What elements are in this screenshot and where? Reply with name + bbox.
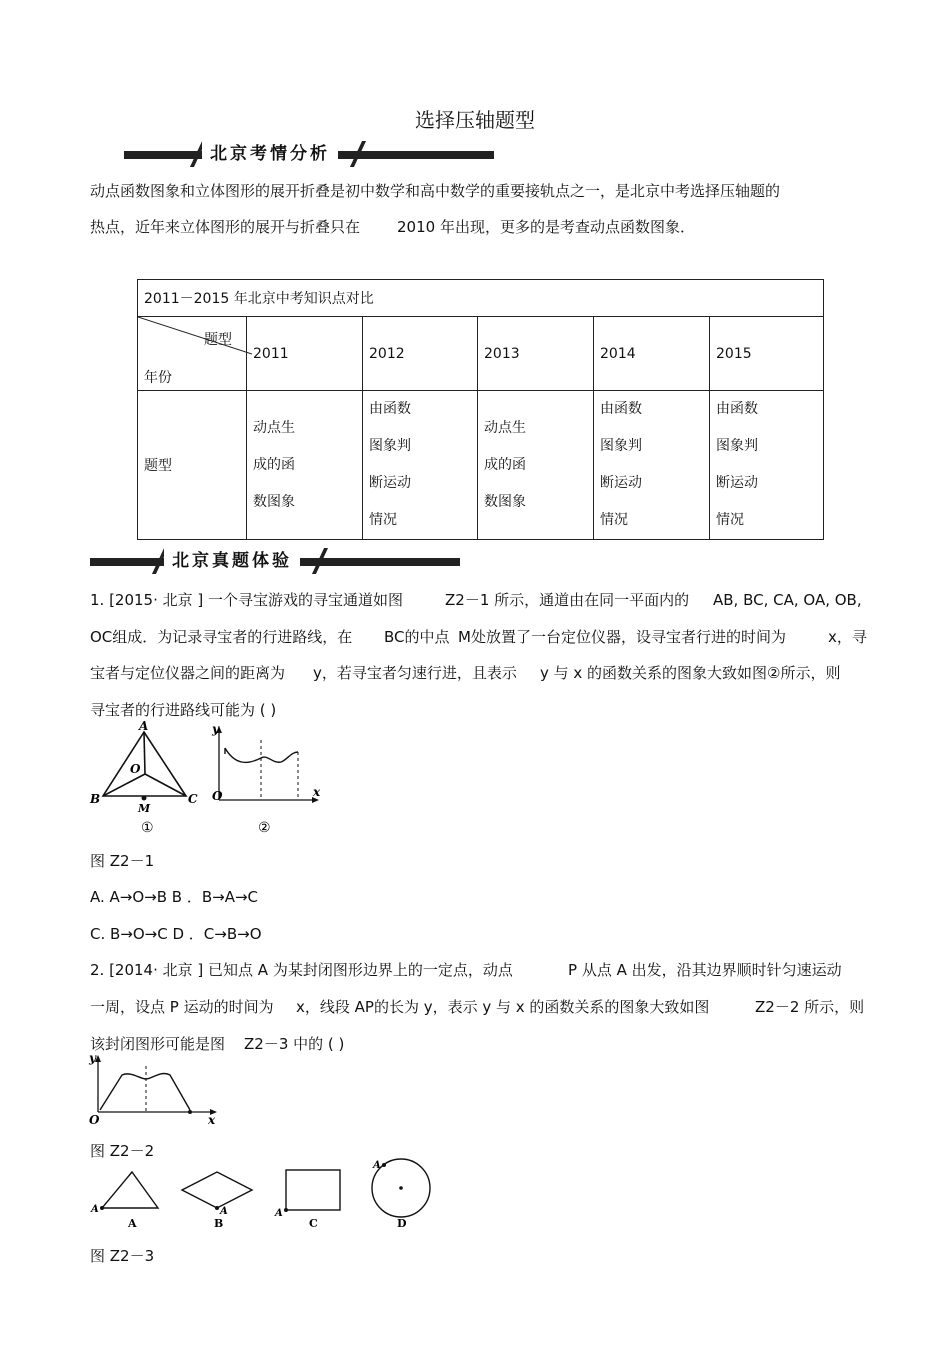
label-pt: A	[91, 1204, 99, 1215]
shape-square	[286, 1170, 340, 1210]
shape-rhombus	[182, 1172, 252, 1208]
year-2014: 2014	[594, 317, 710, 391]
intro-line-2b: 2010 年出现，更多的是考查动点函数图象．	[397, 218, 695, 236]
label-circ1: ①	[141, 820, 154, 836]
q2-line-2a: 一周，设点 P 运动的时间为	[90, 998, 274, 1016]
segment-oc	[145, 774, 186, 796]
q1-line-2a: OC组成．为记录寻宝者的行进路线，在	[90, 628, 353, 646]
q1-line-3b: y，若寻宝者匀速行进，且表示	[313, 664, 517, 682]
q2-line-2c: Z2－2 所示，则	[755, 998, 865, 1016]
diag-top-label: 题型	[204, 332, 232, 348]
point-a-triangle	[100, 1206, 104, 1210]
q2-line-2b: x，线段 AP的长为 y，表示 y 与 x 的函数关系的图象大致如图	[296, 998, 710, 1016]
cell-line: 由函数	[716, 401, 758, 417]
q1-line-2d: x，寻	[828, 628, 867, 646]
label-shape-c: C	[309, 1217, 318, 1230]
comparison-table	[137, 279, 824, 540]
point-a-circle	[382, 1163, 386, 1167]
label-pt: A	[373, 1160, 381, 1171]
year-2013: 2013	[478, 317, 594, 391]
shape-triangle	[102, 1172, 158, 1208]
point-m	[142, 796, 147, 801]
cell-line: 断运动	[369, 475, 411, 491]
diagonal-header-cell	[138, 317, 247, 391]
point-a-square	[284, 1208, 288, 1212]
cell-line: 断运动	[600, 475, 642, 491]
q2-line-3a: 该封闭图形可能是图	[90, 1035, 226, 1053]
q1-line-2b: BC的中点	[384, 628, 450, 646]
q2-caption-z2-2: 图 Z2－2	[90, 1142, 155, 1160]
year-2011: 2011	[247, 317, 363, 391]
cell-line: 动点生	[484, 419, 526, 436]
section-banner-analysis	[124, 139, 494, 169]
figure-z2-3	[88, 1158, 448, 1234]
q1-line-1b: Z2－1 所示，通道由在同一平面内的	[445, 591, 690, 609]
label-shape-b: B	[214, 1217, 224, 1230]
q1-line-1a: 1. [2015· 北京 ] 一个寻宝游戏的寻宝通道如图	[90, 591, 404, 609]
year-2012: 2012	[363, 317, 478, 391]
cell-line: 成的函	[253, 456, 295, 473]
cell-line: 图象判	[716, 438, 758, 454]
cell-line: 成的函	[484, 456, 526, 473]
label-x: x	[208, 1113, 216, 1127]
cell-2011	[247, 391, 363, 540]
section-label: 北京真题体验	[164, 546, 300, 576]
label-pt: A	[275, 1208, 283, 1219]
q1-line-3a: 宝者与定位仪器之间的距离为	[90, 664, 286, 682]
q2-line-1a: 2. [2014· 北京 ] 已知点 A 为某封闭图形边界上的一定点，动点	[90, 961, 513, 979]
label-a: A	[139, 719, 149, 733]
cell-line: 数图象	[484, 493, 526, 510]
label-m: M	[138, 802, 151, 815]
label-pt: A	[220, 1206, 228, 1217]
circle-center	[399, 1186, 403, 1190]
label-origin: O	[212, 789, 223, 803]
q1-option-c: C. B→O→C D ．C→B→O	[90, 925, 262, 943]
label-o: O	[130, 762, 141, 776]
q1-line-1c: AB, BC, CA, OA, OB,	[713, 591, 862, 609]
q1-caption: 图 Z2－1	[90, 852, 155, 870]
intro-line-1: 动点函数图象和立体图形的展开折叠是初中数学和高中数学的重要接轨点之一，是北京中考选择压轴题的	[90, 182, 781, 200]
cell-line: 由函数	[600, 401, 642, 417]
cell-line: 数图象	[253, 493, 295, 510]
cell-line: 情况	[716, 512, 744, 528]
section-label: 北京考情分析	[202, 139, 338, 169]
year-2015: 2015	[710, 317, 824, 391]
page-title: 选择压轴题型	[415, 108, 535, 132]
label-origin: O	[89, 1113, 100, 1127]
cell-line: 由函数	[369, 401, 411, 417]
label-x: x	[313, 785, 321, 799]
cell-line: 图象判	[600, 438, 642, 454]
label-c: C	[188, 792, 198, 806]
intro-line-2a: 热点，近年来立体图形的展开与折叠只在	[90, 218, 361, 236]
segment-oa	[144, 732, 145, 774]
point-a-rhombus	[215, 1206, 219, 1210]
cell-line: 情况	[600, 512, 628, 528]
curve-end-dot	[188, 1110, 192, 1114]
cell-line: 图象判	[369, 438, 411, 454]
cell-2015	[710, 391, 824, 540]
q1-line-2c: M处放置了一台定位仪器，设寻宝者行进的时间为	[458, 628, 786, 646]
cell-line: 动点生	[253, 419, 295, 436]
figure-z2-2	[86, 1052, 226, 1132]
label-b: B	[90, 792, 101, 806]
label-y: y	[212, 722, 219, 736]
row-label: 题型	[138, 391, 247, 540]
q2-line-1b: P 从点 A 出发，沿其边界顺时针匀速运动	[568, 961, 842, 979]
cell-2013	[478, 391, 594, 540]
label-y: y	[89, 1052, 96, 1065]
label-circ2: ②	[258, 820, 271, 836]
q1-option-a: A. A→O→B B ．B→A→C	[90, 888, 259, 906]
q2-caption-z2-3: 图 Z2－3	[90, 1247, 155, 1265]
label-shape-a: A	[128, 1217, 137, 1230]
function-curve	[100, 1073, 190, 1110]
q1-line-3c: y 与 x 的函数关系的图象大致如图②所示，则	[540, 664, 841, 682]
diag-bottom-label: 年份	[144, 370, 172, 386]
cell-line: 情况	[369, 512, 397, 528]
q2-line-3b: Z2－3 中的 ( )	[244, 1035, 345, 1053]
figure-z2-1	[85, 718, 335, 843]
cell-2012	[363, 391, 478, 540]
cell-line: 断运动	[716, 475, 758, 491]
q1-line-4: 寻宝者的行进路线可能为 ( )	[90, 701, 277, 719]
table-caption: 2011－2015 年北京中考知识点对比	[138, 280, 824, 317]
label-shape-d: D	[397, 1217, 407, 1230]
section-banner-exam	[90, 546, 460, 576]
cell-2014	[594, 391, 710, 540]
